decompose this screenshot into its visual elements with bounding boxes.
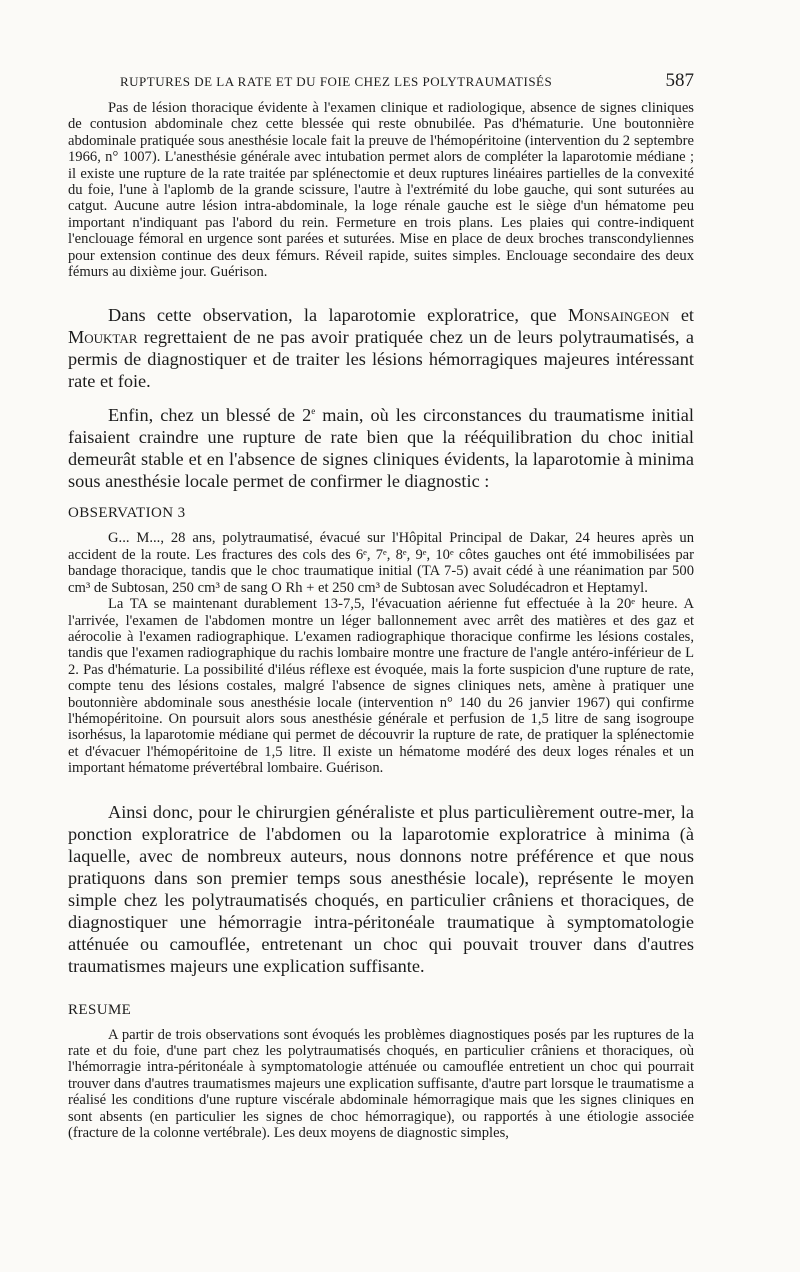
running-title: RUPTURES DE LA RATE ET DU FOIE CHEZ LES POLYTRAUMATISÉS [120, 74, 553, 89]
author-monsaingeon: Monsaingeon [568, 305, 670, 326]
discussion-1-pre: Dans cette observation, la laparotomie exploratrice, que [108, 305, 568, 326]
discussion-2-sup: e [311, 406, 316, 417]
author-mouktar: Mouktar [68, 327, 138, 348]
resume-heading: RESUME [68, 1001, 132, 1018]
observation-3-paragraph-2: La TA se maintenant durablement 13-7,5, l'évacuation aérienne fut effectuée à la 20ᵉ heure. A l'arrivée, l'examen de l'abdomen montre un léger ballonnement avec arrêt des matières et des gaz et aérocolie à l'examen radiographique. L'examen radiographique thoracique confirme les lésions costales, tandis que l'examen radiographique du rachis lombaire montre une fracture de l'angle antéro-inférieur de L 2. Pas d'hématurie. La possibilité d'iléus réflexe est évoquée, mais la forte suspicion d'une rupture de rate, compte tenu des lésions costales, malgré l'absence de signes cliniques nets, amène à pratiquer une boutonnière abdominale sous anesthésie locale (intervention n° 140 du 26 janvier 1967) qui confirme l'hémopéritoine. On poursuit alors sous anesthésie générale et perfusion de 1,5 litre de sang isogroupe isorhésus, la laparotomie médiane qui permet de découvrir la rupture de rate, de pratiquer la splénectomie et d'évacuer l'hémopéritoine de 1,5 litre. Il existe un hématome modéré des deux loges rénales et un important hématome prévertébral lombaire. Guérison. [68, 596, 694, 777]
page-number: 587 [665, 70, 694, 91]
case-two-end-paragraph: Pas de lésion thoracique évidente à l'examen clinique et radiologique, absence de signes cliniques de contusion abdominale chez cette blessée qui reste obnubilée. Pas d'hématurie. Une boutonnière abdominale pratiquée sous anesthésie locale fait la preuve de l'hémopéritoine (intervention du 2 septembre 1966, n° 1007). L'anesthésie générale avec intubation permet alors de compléter la laparotomie médiane ; il existe une rupture de la rate traitée par splénectomie et deux ruptures linéaires partielles de la convexité du foie, l'une à l'aplomb de la grande scissure, l'autre à l'extrémité du lobe gauche, qui sont suturées au catgut. Aucune autre lésion intra-abdominale, la loge rénale gauche est le siège d'un hématome peu important n'indiquant pas l'abord du rein. Fermeture en trois plans. Les plaies qui contre-indiquent l'enclouage fémoral en urgence sont parées et suturées. Mise en place de deux broches transcondyliennes pour extension continue des deux fémurs. Réveil rapide, suites simples. Enclouage secondaire des deux fémurs au dixième jour. Guérison. [68, 100, 694, 281]
conclusion-paragraph: Ainsi donc, pour le chirurgien généraliste et plus particulièrement outre-mer, la ponction exploratrice de l'abdomen ou la laparotomie exploratrice à minima (à laquelle, avec de nombreux auteurs, nous donnons notre préférence et que nous pratiquons dans son premier temps sous anesthésie locale), représente le moyen simple chez les polytraumatisés choqués, en particulier crâniens et thoraciques, de diagnostiquer une hémorragie intra-péritonéale traumatique à symptomatologie atténuée ou camouflée, entretenant un choc qui pouvait trouver dans d'autres traumatismes majeurs une explication suffisante. [68, 801, 694, 976]
discussion-1-mid: et [669, 305, 695, 326]
observation-3-paragraph-1: G... M..., 28 ans, polytraumatisé, évacué sur l'Hôpital Principal de Dakar, 24 heures après un accident de la route. Les fractures des cols des 6ᵉ, 7ᵉ, 8ᵉ, 9ᵉ, 10ᵉ côtes gauches ont été immobilisées par bandage thoracique, tandis que le choc traumatique initial (TA 7-5) avait cédé à une réanimation par 500 cm³ de Subtosan, 250 cm³ de sang O Rh + et 250 cm³ de Subtosan avec Soludécadron et Heptamyl. [68, 530, 694, 596]
discussion-paragraph-2 [68, 404, 694, 492]
observation-3-heading: OBSERVATION 3 [68, 505, 186, 522]
page-header [68, 70, 694, 98]
discussion-2-post: main, où les circonstances du traumatisme initial faisaient craindre une rupture de rate bien que la rééquilibration du choc initial demeurât stable et en l'absence de signes cliniques évidents, la laparotomie à minima sous anesthésie locale permet de confirmer le diagnostic : [68, 405, 694, 492]
resume-paragraph: A partir de trois observations sont évoqués les problèmes diagnostiques posés par les ruptures de la rate et du foie, d'une part chez les polytraumatisés choqués, en particulier crâniens et thoraciques, où l'hémorragie intra-péritonéale à symptomatologie atténuée ou camouflée entretient un choc qui pourrait trouver dans d'autres traumatismes majeurs une explication suffisante, d'autre part lorsque le traumatisme a réalisé les conditions d'une rupture viscérale abdominale hémorragique mais que les signes cliniques en sont absents (en particulier les signes de choc hémorragique), ou rapportés à une étiologie associée (fracture de la colonne vertébrale). Les deux moyens de diagnostic simples, [68, 1026, 694, 1141]
page [68, 70, 694, 1141]
discussion-2-pre: Enfin, chez un blessé de 2 [108, 405, 312, 426]
discussion-1-post: regrettaient de ne pas avoir pratiquée chez un de leurs polytraumatisés, a permis de diagnostiquer et de traiter les lésions hémorragiques majeures intéressant rate et foie. [68, 327, 694, 392]
discussion-paragraph-1 [68, 304, 694, 392]
